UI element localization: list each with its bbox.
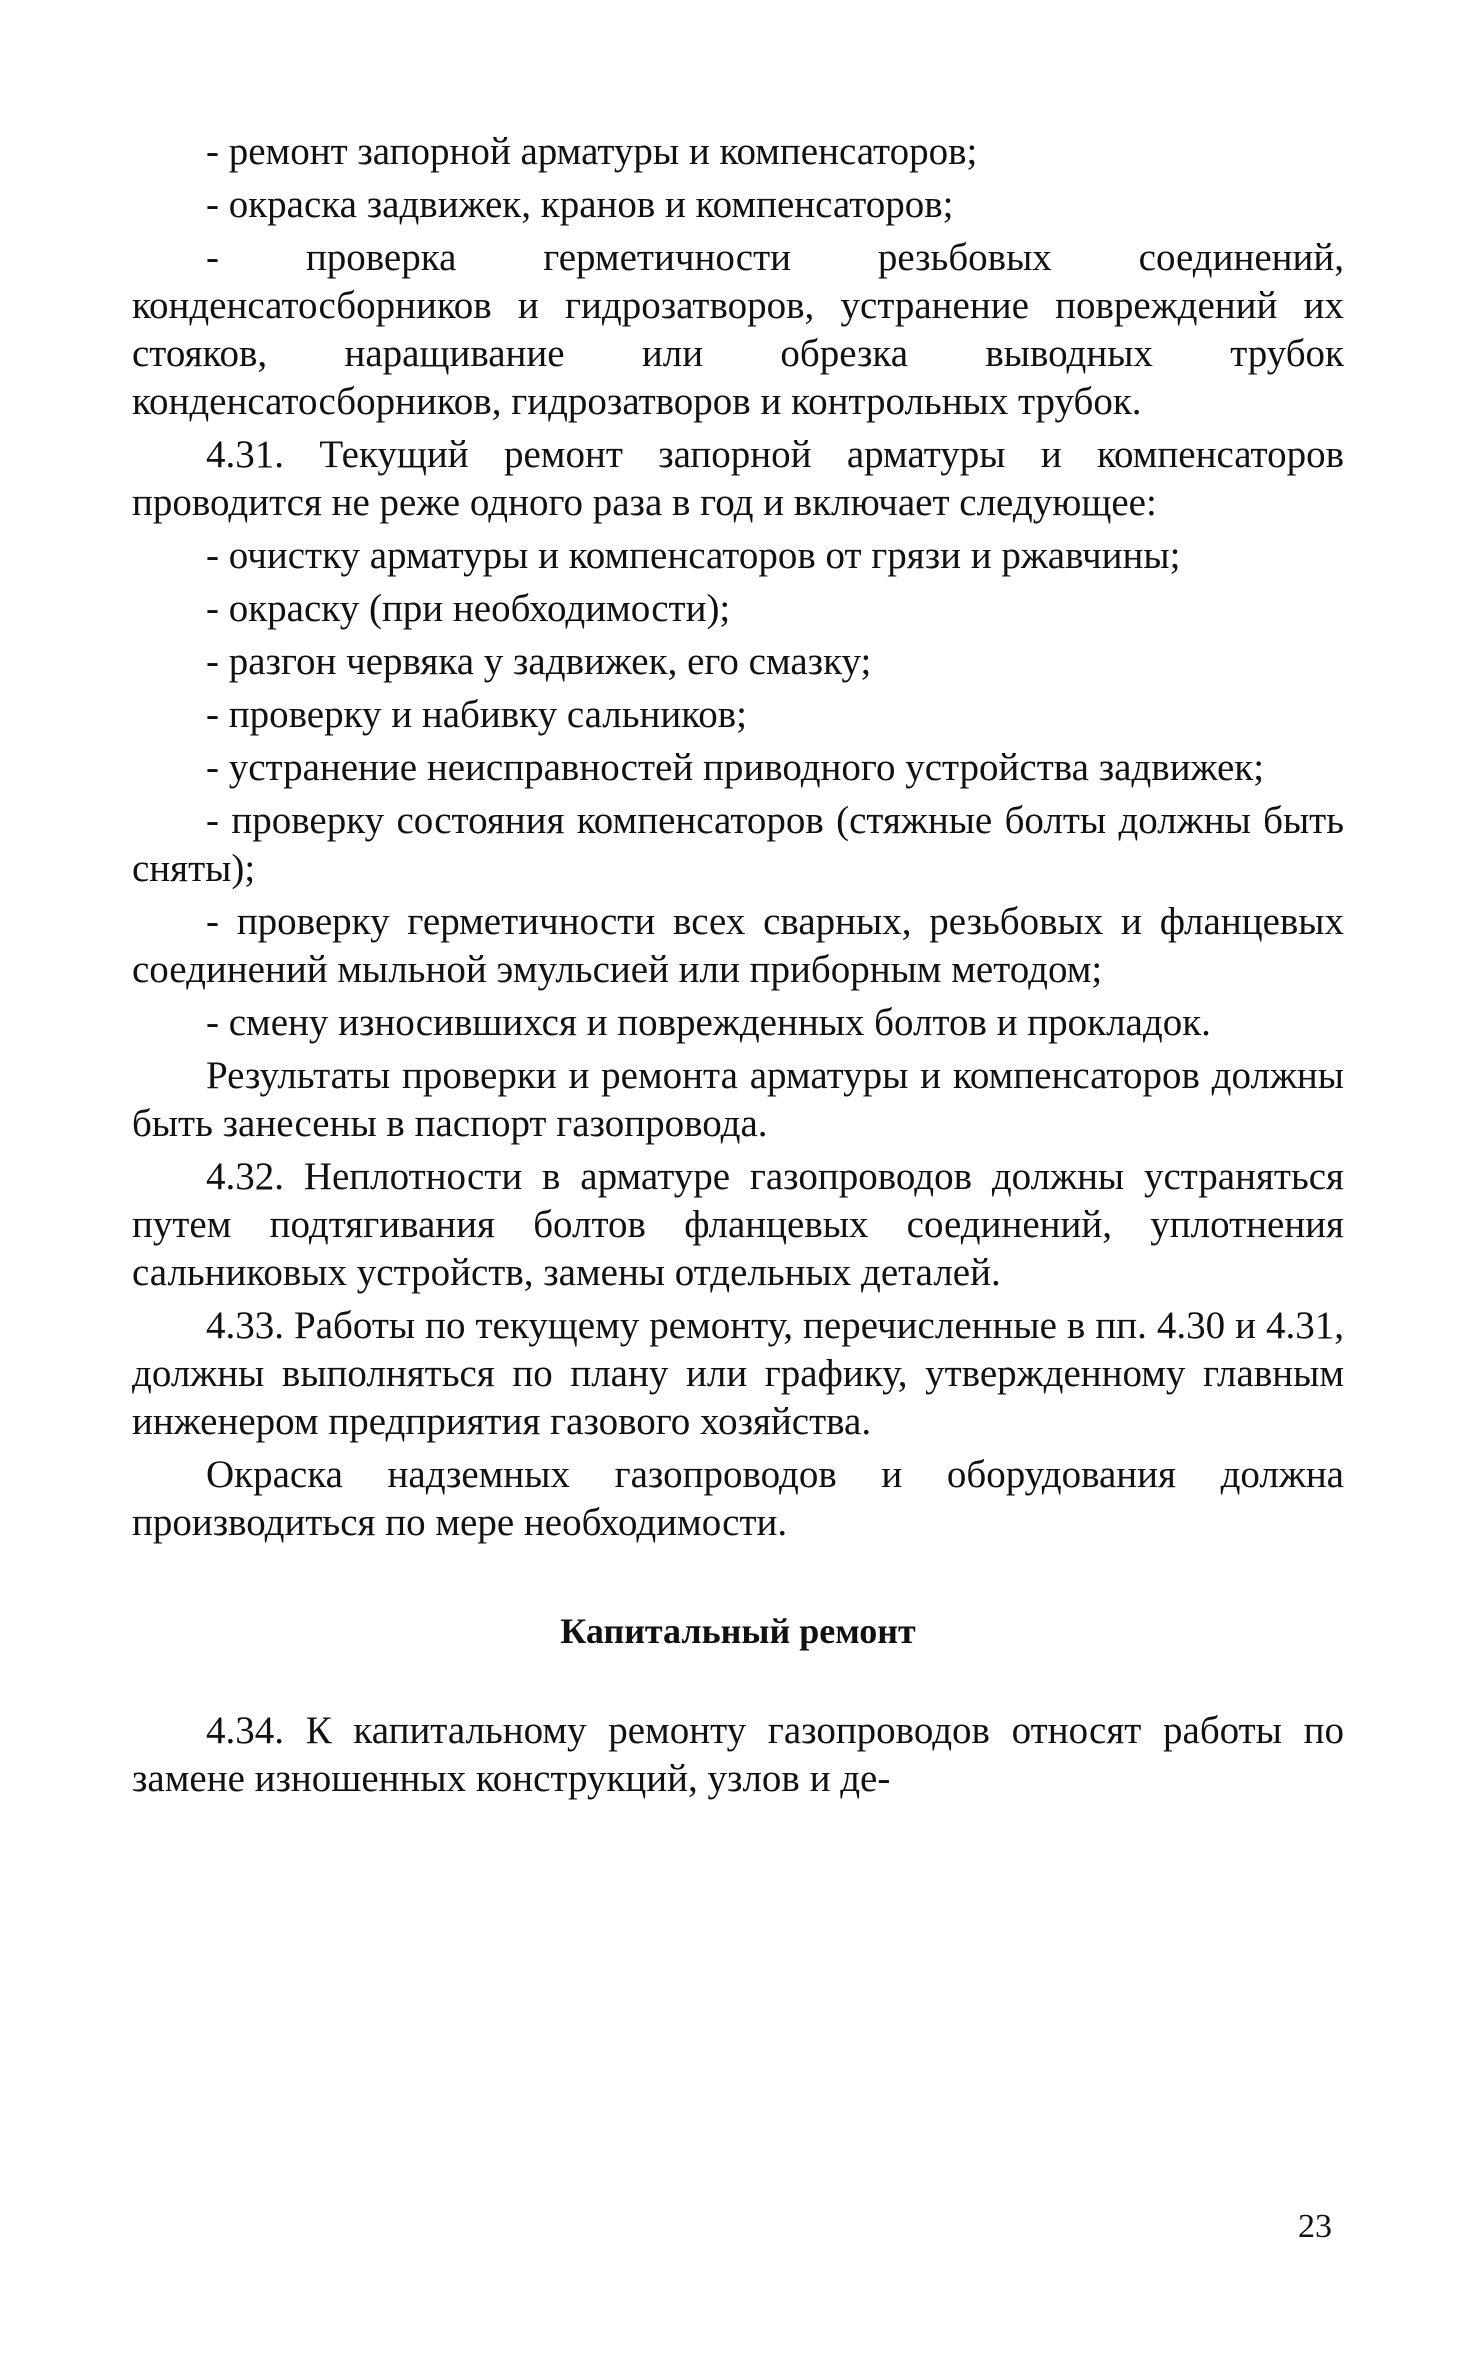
- page-number: 23: [1298, 2208, 1332, 2245]
- paragraph-13: Результаты проверки и ремонта арматуры и компенсаторов должны быть занесены в паспорт газопровода.: [132, 1054, 1344, 1145]
- paragraph-8: - проверку и набивку сальников;: [206, 693, 747, 736]
- paragraph-1: - ремонт запорной арматуры и компенсаторов;: [206, 130, 978, 173]
- paragraph-3: - проверка герметичности резьбовых соединений, конденсатосборников и гидрозатворов, устранение повреждений их стояков, наращивание или обрезка выводных трубок конденсатосборников, гидрозатворов и контрольных трубок.: [132, 236, 1344, 423]
- paragraph-6: - окраску (при необходимости);: [206, 587, 731, 630]
- paragraph-4: 4.31. Текущий ремонт запорной арматуры и компенсаторов проводится не реже одного раза в год и включает следующее:: [132, 433, 1344, 524]
- section-paragraph-1: 4.34. К капитальному ремонту газопроводов относят работы по замене изношенных конструкций, узлов и де-: [132, 1709, 1344, 1800]
- paragraph-14: 4.32. Неплотности в арматуре газопроводов должны устраняться путем подтягивания болтов фланцевых соединений, уплотнения сальниковых устройств, замены отдельных деталей.: [132, 1155, 1344, 1294]
- paragraph-9: - устранение неисправностей приводного устройства задвижек;: [206, 746, 1265, 789]
- paragraph-11: - проверку герметичности всех сварных, резьбовых и фланцевых соединений мыльной эмульсией или приборным методом;: [132, 900, 1344, 991]
- paragraph-16: Окраска надземных газопроводов и оборудования должна производиться по мере необходимости.: [132, 1453, 1344, 1544]
- paragraph-7: - разгон червяка у задвижек, его смазку;: [206, 640, 872, 683]
- paragraph-5: - очистку арматуры и компенсаторов от грязи и ржавчины;: [206, 534, 1181, 577]
- paragraph-10: - проверку состояния компенсаторов (стяжные болты должны быть сняты);: [132, 799, 1344, 890]
- section-heading: Капитальный ремонт: [560, 1611, 916, 1651]
- document-page: [132, 128, 1344, 1808]
- paragraph-15: 4.33. Работы по текущему ремонту, перечисленные в пп. 4.30 и 4.31, должны выполняться по плану или графику, утвержденному главным инженером предприятия газового хозяйства.: [132, 1304, 1344, 1443]
- paragraph-12: - смену износившихся и поврежденных болтов и прокладок.: [206, 1001, 1211, 1044]
- paragraph-2: - окраска задвижек, кранов и компенсаторов;: [206, 183, 954, 226]
